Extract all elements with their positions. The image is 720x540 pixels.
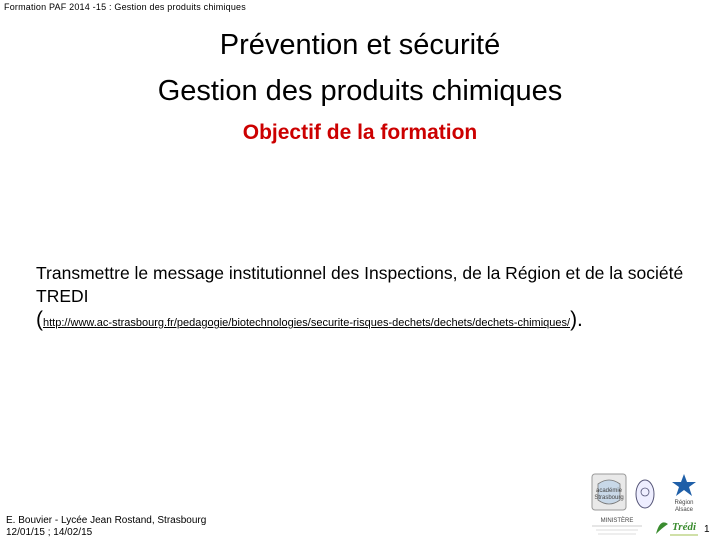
footer-author-name: E. Bouvier - Lycée Jean Rostand, Strasbourg xyxy=(6,515,207,526)
ministere-logo xyxy=(586,514,648,538)
svg-text:Région: Région xyxy=(674,500,694,506)
page-title-line1: Prévention et sécurité xyxy=(219,29,501,61)
republique-emblem-icon xyxy=(633,476,657,512)
footer-dates: 12/01/15 ; 14/02/15 xyxy=(6,527,93,538)
header-note: Formation PAF 2014 -15 : Gestion des produits chimiques xyxy=(4,2,246,12)
objective-paragraph xyxy=(36,262,686,335)
footer-author xyxy=(6,515,206,539)
tredi-logo xyxy=(652,514,702,540)
svg-text:Trédi: Trédi xyxy=(671,521,697,533)
svg-text:Alsace: Alsace xyxy=(674,507,694,513)
open-paren: ( xyxy=(36,308,43,331)
svg-text:académie: académie xyxy=(595,488,623,494)
region-alsace-logo xyxy=(662,470,706,514)
page-title-line2: Gestion des produits chimiques xyxy=(157,75,563,107)
svg-text:MINISTÈRE: MINISTÈRE xyxy=(600,518,634,524)
objective-text: Transmettre le message institutionnel des Inspections, de la Région et de la société TREDI xyxy=(36,263,684,306)
close-paren: ). xyxy=(570,308,583,331)
page-number: 1 xyxy=(704,524,710,535)
svg-text:Strasbourg: Strasbourg xyxy=(594,495,624,501)
section-subtitle: Objectif de la formation xyxy=(242,121,478,144)
academie-logo xyxy=(586,470,632,516)
resource-link[interactable]: http://www.ac-strasbourg.fr/pedagogie/biotechnologies/securite-risques-dechets/dechets/dechets-chimiques/ xyxy=(43,317,571,329)
